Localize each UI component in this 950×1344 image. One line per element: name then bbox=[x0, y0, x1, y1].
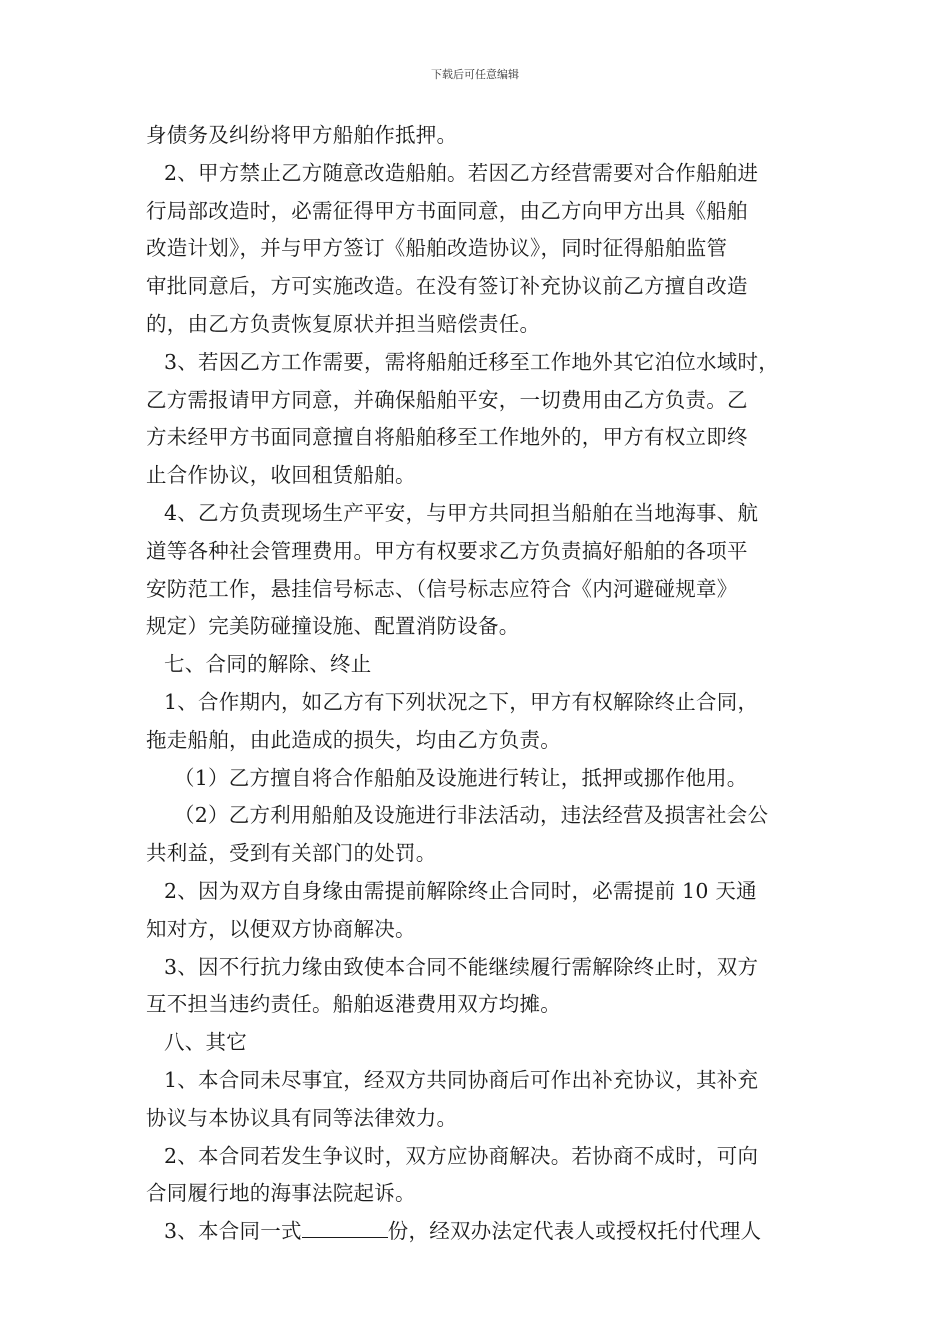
text-line: 道等各种社会管理费用。甲方有权要求乙方负责搞好船舶的各项平 bbox=[146, 538, 748, 563]
clause-8-2-line: 2、本合同若发生争议时，双方应协商解决。若协商不成时，可向 bbox=[164, 1143, 759, 1168]
section-7-heading: 七、合同的解除、终止 bbox=[164, 652, 372, 677]
clause-2-line: 2、甲方禁止乙方随意改造船舶。若因乙方经营需要对合作船舶进 bbox=[164, 160, 759, 185]
item-2-line: （2）乙方利用船舶及设施进行非法活动，违法经营及损害社会公 bbox=[174, 803, 769, 828]
clause-8-3-prefix: 3、本合同一式 bbox=[164, 1219, 302, 1244]
text-line: 身债务及纠纷将甲方船舶作抵押。 bbox=[146, 123, 458, 147]
text-line: 互不担当违约责任。船舶返港费用双方均摊。 bbox=[146, 992, 561, 1017]
text-line: 改造计划》，并与甲方签订《船舶改造协议》，同时征得船舶监管 bbox=[146, 236, 728, 261]
text-line: 的，由乙方负责恢复原状并担当赔偿责任。 bbox=[146, 311, 541, 336]
text-line: 拖走船舶，由此造成的损失，均由乙方负责。 bbox=[146, 727, 561, 752]
clause-8-3-suffix: 份，经双办法定代表人或授权托付代理人 bbox=[387, 1219, 762, 1244]
contract-body bbox=[146, 117, 816, 1251]
text-line: 协议与本协议具有同等法律效力。 bbox=[146, 1105, 458, 1130]
text-line: 审批同意后，方可实施改造。在没有签订补充协议前乙方擅自改造 bbox=[146, 274, 748, 299]
text-line: 乙方需报请甲方同意，并确保船舶平安，一切费用由乙方负责。乙 bbox=[146, 387, 748, 412]
copies-blank-field bbox=[302, 1215, 388, 1238]
text-line: 知对方，以便双方协商解决。 bbox=[146, 916, 416, 941]
text-line: 共利益，受到有关部门的处罚。 bbox=[146, 841, 437, 866]
text-line: 规定）完美防碰撞设施、配置消防设备。 bbox=[146, 614, 520, 639]
item-1-line: （1）乙方擅自将合作船舶及设施进行转让，抵押或挪作他用。 bbox=[174, 765, 748, 790]
text-line: 行局部改造时，必需征得甲方书面同意，由乙方向甲方出具《船舶 bbox=[146, 198, 748, 223]
text-line: 安防范工作，悬挂信号标志、（信号标志应符合《内河避碰规章》 bbox=[146, 576, 738, 601]
text-line: 方未经甲方书面同意擅自将船舶移至工作地外的，甲方有权立即终 bbox=[146, 425, 748, 450]
text-line: 止合作协议，收回租赁船舶。 bbox=[146, 463, 416, 488]
clause-7-3-line: 3、因不行抗力缘由致使本合同不能继续履行需解除终止时，双方 bbox=[164, 954, 759, 979]
clause-8-1-line: 1、本合同未尽事宜，经双方共同协商后可作出补充协议，其补充 bbox=[164, 1067, 759, 1092]
clause-7-1-line: 1、合作期内，如乙方有下列状况之下，甲方有权解除终止合同， bbox=[164, 689, 759, 714]
page-header: 下载后可任意编辑 bbox=[431, 68, 519, 81]
clause-3-line: 3、若因乙方工作需要，需将船舶迁移至工作地外其它泊位水域时， bbox=[164, 349, 780, 374]
text-line: 合同履行地的海事法院起诉。 bbox=[146, 1181, 416, 1206]
section-8-heading: 八、其它 bbox=[164, 1030, 247, 1055]
clause-8-3-line bbox=[146, 1213, 816, 1251]
clause-7-2-line: 2、因为双方自身缘由需提前解除终止合同时，必需提前 10 天通 bbox=[164, 878, 757, 903]
clause-4-line: 4、乙方负责现场生产平安，与甲方共同担当船舶在当地海事、航 bbox=[164, 500, 759, 525]
